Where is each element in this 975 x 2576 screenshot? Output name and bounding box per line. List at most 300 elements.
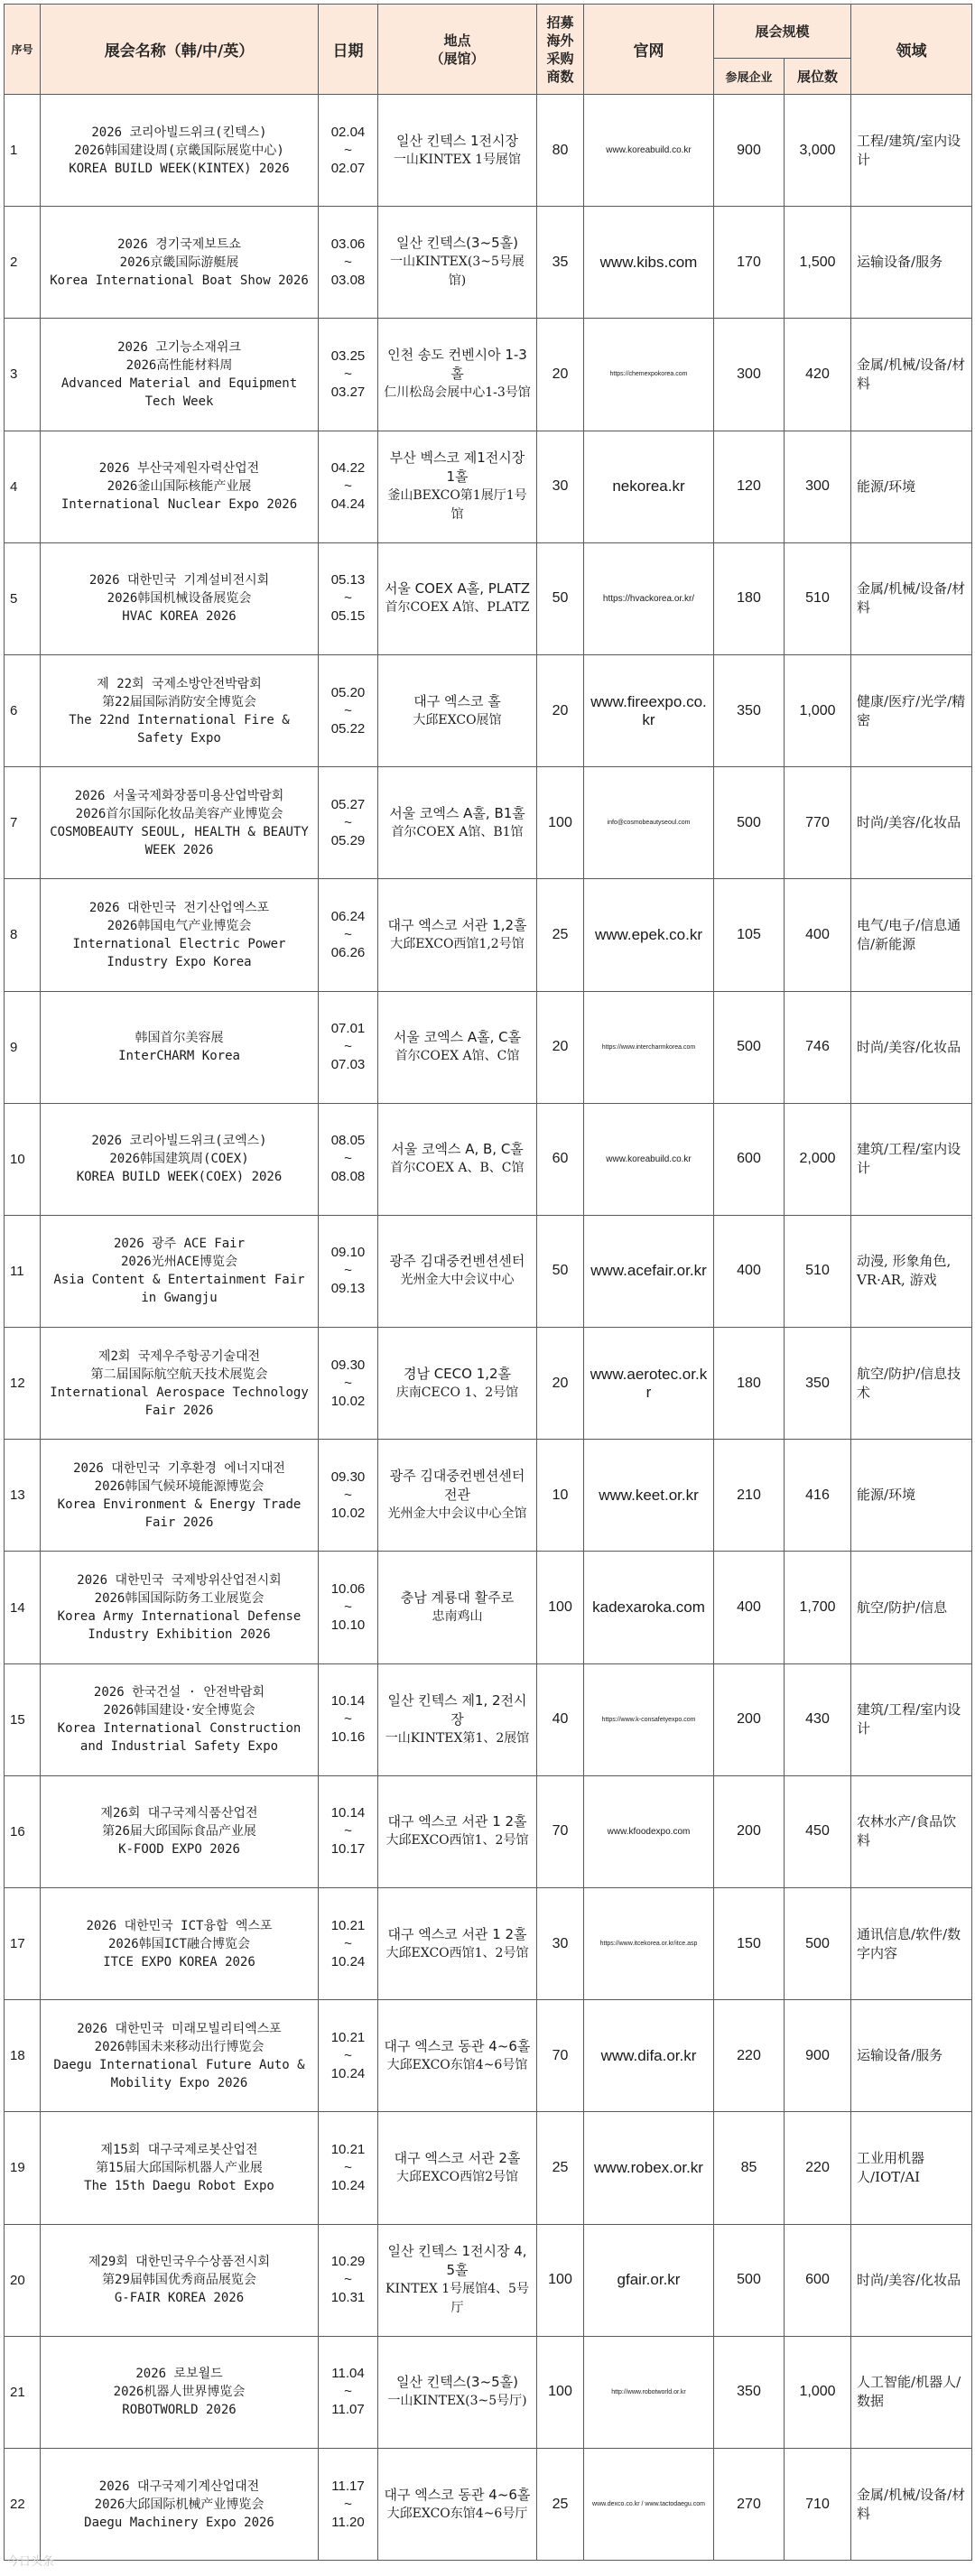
table-row: [5, 1328, 972, 1440]
overseas-buyers: 100: [537, 2224, 584, 2336]
expo-name-line: 韩国首尔美容展: [135, 1031, 224, 1046]
table-row: [5, 1215, 972, 1327]
expo-field: 时尚/美容/化妆品: [851, 767, 972, 879]
expo-name: [41, 95, 319, 207]
exhibitor-count: 900: [714, 95, 785, 207]
row-number: 4: [5, 431, 41, 542]
website-link[interactable]: https://chemexpokorea.com: [584, 319, 714, 431]
website-link[interactable]: www.koreabuild.co.kr: [584, 1103, 714, 1215]
expo-date: [319, 1215, 378, 1327]
expo-name-line: InterCHARM Korea: [118, 1049, 240, 1064]
website-link[interactable]: www.dexco.co.kr / www.tactodaegu.com: [584, 2448, 714, 2560]
table-row: [5, 654, 972, 766]
venue-chinese: 首尔COEX A馆、B1馆: [391, 824, 524, 839]
website-link[interactable]: https://www.itcekorea.or.kr/itce.asp: [584, 1888, 714, 2000]
row-number: 22: [5, 2448, 41, 2560]
date-end: 10.16: [330, 1729, 366, 1746]
date-end: 10.10: [330, 1617, 366, 1634]
website-link[interactable]: info@cosmobeautyseoul.com: [584, 767, 714, 879]
expo-date: [319, 207, 378, 319]
website-link[interactable]: www.koreabuild.co.kr: [584, 95, 714, 207]
expo-name-line: 第29届韩国优秀商品展览会: [102, 2273, 256, 2288]
overseas-buyers: 20: [537, 319, 584, 431]
date-separator: ~: [344, 2047, 352, 2063]
overseas-buyers: 20: [537, 1328, 584, 1440]
venue-chinese: 大邱EXCO西馆1,2号馆: [390, 936, 525, 951]
venue-chinese: 一山KINTEX(3~5号厅): [387, 2394, 527, 2409]
expo-date: [319, 2000, 378, 2112]
expo-name-line: 2026 부산국제원자력산업전: [98, 461, 260, 477]
expo-field: 电气/电子/信息通信/新能源: [851, 879, 972, 991]
venue-chinese: 大邱EXCO东馆4~6号厅: [386, 2506, 528, 2521]
expo-name-line: 제15회 대구국제로봇산업전: [100, 2142, 258, 2157]
website-link[interactable]: https://www.intercharmkorea.com: [584, 991, 714, 1103]
expo-name-line: 2026韩国建设周(京畿国际展览中心): [74, 143, 284, 158]
website-link[interactable]: nekorea.kr: [584, 431, 714, 542]
venue-chinese: 首尔COEX A、B、C馆: [390, 1161, 525, 1176]
table-row: [5, 95, 972, 207]
expo-name-line: 2026京畿国际游艇展: [119, 255, 239, 270]
booth-count: 430: [785, 1663, 851, 1775]
date-end: 02.07: [330, 160, 366, 176]
venue-korean: 대구 엑스코 서관 1 2홀: [387, 1925, 527, 1942]
date-separator: ~: [344, 1375, 352, 1391]
expo-field: 通讯信息/软件/数字内容: [851, 1888, 972, 2000]
overseas-buyers: 100: [537, 2336, 584, 2448]
expo-name-line: Daegu Machinery Expo 2026: [84, 2515, 274, 2530]
date-end: 11.07: [331, 2402, 365, 2418]
expo-venue: [378, 431, 537, 542]
expo-field: 建筑/工程/室内设计: [851, 1103, 972, 1215]
website-link[interactable]: www.epek.co.kr: [584, 879, 714, 991]
expo-date: [319, 1328, 378, 1440]
venue-chinese: 一山KINTEX(3~5号展馆): [390, 255, 525, 289]
expo-name-line: 2026 대한민국 미래모빌리티엑스포: [77, 2021, 282, 2036]
expo-venue: [378, 1103, 537, 1215]
date-start: 05.13: [330, 572, 366, 588]
row-number: 11: [5, 1215, 41, 1327]
expo-name-line: 2026韩国电气产业博览会: [107, 918, 252, 933]
venue-korean: 일산 킨텍스 제1, 2전시장: [387, 1691, 527, 1728]
row-number: 5: [5, 542, 41, 654]
expo-date: [319, 767, 378, 879]
expo-date: [319, 2224, 378, 2336]
exhibitor-count: 210: [714, 1440, 785, 1552]
date-start: 10.29: [330, 2254, 366, 2270]
booth-count: 400: [785, 879, 851, 991]
venue-korean: 인천 송도 컨벤시아 1-3홀: [387, 347, 527, 383]
header-scale: 展会规模: [714, 5, 851, 59]
venue-korean: 광주 김대중컨벤션센터: [389, 1253, 525, 1270]
date-end: 10.17: [330, 1841, 366, 1858]
date-start: 10.14: [330, 1805, 366, 1821]
booth-count: 600: [785, 2224, 851, 2336]
venue-korean: 충남 계룡대 활주로: [400, 1589, 515, 1607]
expo-name-line: KOREA BUILD WEEK(COEX) 2026: [76, 1170, 283, 1185]
expo-field: 能源/环境: [851, 1440, 972, 1552]
expo-name-line: 2026 코리아빌드위크(킨텍스): [91, 125, 267, 140]
date-separator: ~: [344, 142, 352, 158]
expo-name: [41, 991, 319, 1103]
venue-korean: 대구 엑스코 서관 1,2홀: [387, 916, 527, 933]
booth-count: 746: [785, 991, 851, 1103]
venue-korean: 광주 김대중컨벤션센터 전관: [389, 1468, 525, 1504]
table-row: [5, 207, 972, 319]
exhibitor-count: 180: [714, 542, 785, 654]
overseas-buyers: 35: [537, 207, 584, 319]
venue-korean: 서울 코엑스 A홀, C홀: [393, 1029, 522, 1046]
website-link[interactable]: https://hvackorea.or.kr/: [584, 542, 714, 654]
expo-field: 工业用机器人/IOT/AI: [851, 2112, 972, 2224]
website-link[interactable]: www.kfoodexpo.com: [584, 1775, 714, 1887]
expo-date: [319, 319, 378, 431]
date-separator: ~: [344, 1487, 352, 1503]
website-link[interactable]: www.acefair.or.kr: [584, 1215, 714, 1327]
date-end: 05.22: [330, 720, 366, 737]
row-number: 3: [5, 319, 41, 431]
website-link[interactable]: www.fireexpo.co.kr: [584, 654, 714, 766]
date-separator: ~: [344, 254, 352, 270]
date-separator: ~: [344, 1263, 352, 1279]
booth-count: 300: [785, 431, 851, 542]
table-row: [5, 1888, 972, 2000]
date-end: 09.13: [330, 1281, 366, 1297]
date-start: 03.25: [330, 347, 366, 364]
venue-chinese: 光州金大中会议中心全馆: [387, 1506, 527, 1522]
expo-field: 工程/建筑/室内设计: [851, 95, 972, 207]
row-number: 16: [5, 1775, 41, 1887]
venue-chinese: 庆南CECO 1、2号馆: [395, 1385, 519, 1400]
expo-name: [41, 2224, 319, 2336]
expo-name-line: 2026 대한민국 기후환경 에너지대전: [73, 1460, 285, 1476]
website-link[interactable]: www.aerotec.or.kr: [584, 1328, 714, 1440]
expo-venue: [378, 319, 537, 431]
booth-count: 1,500: [785, 207, 851, 319]
expo-name-line: 2026大邱国际机械产业博览会: [94, 2497, 265, 2512]
header-buyers-line: 海外: [546, 32, 574, 49]
expo-date: [319, 1888, 378, 2000]
exhibitor-count: 500: [714, 767, 785, 879]
row-number: 12: [5, 1328, 41, 1440]
date-separator: ~: [344, 1039, 352, 1055]
table-row: [5, 2224, 972, 2336]
date-start: 10.21: [330, 2029, 366, 2045]
booth-count: 500: [785, 1888, 851, 2000]
date-separator: ~: [344, 1935, 352, 1951]
expo-date: [319, 2112, 378, 2224]
expo-date: [319, 879, 378, 991]
website-link[interactable]: www.kibs.com: [584, 207, 714, 319]
booth-count: 900: [785, 2000, 851, 2112]
venue-korean: 서울 코엑스 A, B, C홀: [391, 1141, 524, 1158]
expo-name: [41, 431, 319, 542]
exhibitor-count: 270: [714, 2448, 785, 2560]
expo-field: 金属/机械/设备/材料: [851, 542, 972, 654]
expo-field: 动漫, 形象角色, VR·AR, 游戏: [851, 1215, 972, 1327]
date-end: 10.31: [330, 2290, 366, 2306]
expo-field: 时尚/美容/化妆品: [851, 2224, 972, 2336]
expo-name-line: Korea Environment & Energy Trade Fair 2026: [57, 1496, 302, 1530]
expo-venue: [378, 2336, 537, 2448]
venue-chinese: 首尔COEX A馆、PLATZ: [385, 600, 530, 616]
date-separator: ~: [344, 478, 352, 495]
expo-name-line: ROBOTWORLD 2026: [122, 2403, 237, 2418]
overseas-buyers: 50: [537, 1215, 584, 1327]
website-link[interactable]: www.keet.or.kr: [584, 1440, 714, 1552]
expo-name-line: 2026 코리아빌드위크(코엑스): [91, 1134, 267, 1149]
venue-korean: 부산 벡스코 제1전시장 1홀: [389, 449, 525, 486]
table-row: [5, 1663, 972, 1775]
date-separator: ~: [344, 814, 352, 830]
venue-korean: 서울 COEX A홀, PLATZ: [384, 580, 531, 598]
expo-name-line: Advanced Material and Equipment Tech Week: [60, 375, 298, 409]
table-header: [5, 5, 972, 95]
expo-field: 运输设备/服务: [851, 2000, 972, 2112]
expo-field: 农林水产/食品饮料: [851, 1775, 972, 1887]
expo-name: [41, 2000, 319, 2112]
date-start: 09.10: [330, 1245, 366, 1261]
expo-name-line: Korea International Construction and Industrial Safety Expo: [57, 1721, 302, 1755]
venue-korean: 일산 킨텍스 1전시장: [395, 132, 518, 149]
expo-name-line: 2026韩国建设·安全博览会: [103, 1703, 255, 1719]
expo-name: [41, 1775, 319, 1887]
expo-venue: [378, 991, 537, 1103]
overseas-buyers: 20: [537, 654, 584, 766]
header-venue-line: （展馆）: [430, 50, 485, 67]
expo-name: [41, 1103, 319, 1215]
header-booths: 展位数: [785, 59, 851, 95]
expo-date: [319, 1440, 378, 1552]
table-row: [5, 2448, 972, 2560]
date-end: 10.02: [330, 1505, 366, 1521]
expo-name-line: K-FOOD EXPO 2026: [118, 1842, 240, 1858]
booth-count: 710: [785, 2448, 851, 2560]
date-separator: ~: [344, 1599, 352, 1616]
website-link[interactable]: gfair.or.kr: [584, 2224, 714, 2336]
date-start: 02.04: [330, 124, 366, 140]
date-start: 11.17: [331, 2478, 365, 2494]
date-separator: ~: [344, 926, 352, 942]
expo-venue: [378, 767, 537, 879]
expo-field: 金属/机械/设备/材料: [851, 319, 972, 431]
table-row: [5, 2336, 972, 2448]
header-exhibitors: 参展企业: [714, 59, 785, 95]
expo-date: [319, 654, 378, 766]
table-row: [5, 1103, 972, 1215]
expo-name-line: 2026 대한민국 기계설비전시회: [88, 573, 270, 588]
expo-venue: [378, 654, 537, 766]
date-separator: ~: [344, 2496, 352, 2512]
date-start: 09.30: [330, 1469, 366, 1485]
date-separator: ~: [344, 2384, 352, 2400]
header-website: 官网: [584, 5, 714, 95]
date-end: 10.24: [330, 2177, 366, 2193]
row-number: 1: [5, 95, 41, 207]
overseas-buyers: 25: [537, 2448, 584, 2560]
expo-name-line: 2026高性能材料周: [125, 357, 233, 373]
expo-name-line: 第26届大邱国际食品产业展: [102, 1824, 256, 1839]
expo-name-line: 제2회 국제우주항공기술대전: [98, 1348, 261, 1364]
expo-name-line: 제 22회 국제소방안전박람회: [97, 676, 262, 691]
expo-name: [41, 1663, 319, 1775]
expo-name: [41, 1552, 319, 1663]
expo-name: [41, 1888, 319, 2000]
table-body: [5, 95, 972, 2561]
expo-date: [319, 1103, 378, 1215]
venue-chinese: 光州金大中会议中心: [400, 1273, 515, 1288]
row-number: 21: [5, 2336, 41, 2448]
header-buyers-line: 采购: [546, 50, 574, 67]
expo-name-line: 2026 대한민국 국제방위산업전시회: [77, 1573, 282, 1589]
row-number: 14: [5, 1552, 41, 1663]
expo-name: [41, 2112, 319, 2224]
exhibitor-count: 400: [714, 1552, 785, 1663]
expo-venue: [378, 1552, 537, 1663]
header-date: 日期: [319, 5, 378, 95]
expo-venue: [378, 2000, 537, 2112]
booth-count: 1,000: [785, 2336, 851, 2448]
exhibitor-count: 350: [714, 2336, 785, 2448]
expo-name-line: 第22届国际消防安全博览会: [102, 694, 256, 709]
row-number: 19: [5, 2112, 41, 2224]
expo-name-line: International Nuclear Expo 2026: [60, 497, 298, 513]
website-link[interactable]: https://www.k-consafetyexpo.com: [584, 1663, 714, 1775]
date-end: 06.26: [330, 944, 366, 960]
date-start: 08.05: [330, 1133, 366, 1149]
overseas-buyers: 25: [537, 2112, 584, 2224]
booth-count: 770: [785, 767, 851, 879]
exhibitor-count: 350: [714, 654, 785, 766]
expo-name: [41, 319, 319, 431]
expo-name-line: 2026首尔国际化妆品美容产业博览会: [75, 806, 283, 821]
date-separator: ~: [344, 2159, 352, 2175]
expo-name-line: Asia Content & Entertainment Fair in Gwangju: [53, 1273, 305, 1306]
expo-name-line: G-FAIR KOREA 2026: [114, 2291, 245, 2306]
table-row: [5, 431, 972, 542]
expo-venue: [378, 879, 537, 991]
booth-count: 2,000: [785, 1103, 851, 1215]
expo-field: 运输设备/服务: [851, 207, 972, 319]
row-number: 10: [5, 1103, 41, 1215]
expo-name: [41, 542, 319, 654]
expo-name-line: International Electric Power Industry Expo Korea: [72, 936, 286, 969]
date-separator: ~: [344, 590, 352, 607]
exhibitor-count: 220: [714, 2000, 785, 2112]
expo-name-line: 第15届大邱国际机器人产业展: [96, 2160, 263, 2175]
expo-venue: [378, 1440, 537, 1552]
expo-name-line: 2026 서울국제화장품미용산업박람회: [74, 788, 284, 803]
table-row: [5, 319, 972, 431]
expo-name-line: Korea Army International Defense Industry Exhibition 2026: [57, 1609, 302, 1643]
expo-venue: [378, 1663, 537, 1775]
venue-korean: 대구 엑스코 서관 2홀: [394, 2149, 521, 2166]
date-separator: ~: [344, 702, 352, 718]
date-separator: ~: [344, 2272, 352, 2288]
booth-count: 420: [785, 319, 851, 431]
venue-korean: 일산 킨텍스(3~5홀): [395, 2374, 519, 2391]
venue-korean: 대구 엑스코 동관 4~6홀: [384, 2486, 531, 2503]
date-end: 05.29: [330, 832, 366, 848]
expo-name-line: International Aerospace Technology Fair 2026: [50, 1385, 309, 1418]
expo-date: [319, 991, 378, 1103]
venue-korean: 일산 킨텍스 1전시장 4, 5홀: [387, 2243, 527, 2279]
expo-name-line: ITCE EXPO KOREA 2026: [103, 1954, 255, 1969]
website-link[interactable]: kadexaroka.com: [584, 1552, 714, 1663]
expo-field: 健康/医疗/光学/精密: [851, 654, 972, 766]
overseas-buyers: 40: [537, 1663, 584, 1775]
date-start: 04.22: [330, 460, 366, 477]
row-number: 2: [5, 207, 41, 319]
expo-name: [41, 1215, 319, 1327]
website-link[interactable]: www.robex.or.kr: [584, 2112, 714, 2224]
overseas-buyers: 25: [537, 879, 584, 991]
date-start: 07.01: [330, 1021, 366, 1037]
expo-name-line: 2026 대구국제기계산업대전: [98, 2479, 260, 2494]
expo-name-line: 2026 대한민국 ICT융합 엑스포: [86, 1918, 273, 1933]
expo-field: 建筑/工程/室内设计: [851, 1663, 972, 1775]
expo-name-line: KOREA BUILD WEEK(KINTEX) 2026: [69, 161, 290, 176]
date-end: 10.24: [330, 1953, 366, 1969]
overseas-buyers: 20: [537, 991, 584, 1103]
website-link[interactable]: www.difa.or.kr: [584, 2000, 714, 2112]
expo-venue: [378, 1775, 537, 1887]
row-number: 20: [5, 2224, 41, 2336]
booth-count: 1,700: [785, 1552, 851, 1663]
overseas-buyers: 100: [537, 1552, 584, 1663]
exhibitor-count: 200: [714, 1663, 785, 1775]
expo-name: [41, 2336, 319, 2448]
expo-name: [41, 1328, 319, 1440]
venue-chinese: 釜山BEXCO第1展厅1号馆: [387, 488, 527, 523]
header-field: 领域: [851, 5, 972, 95]
expo-venue: [378, 207, 537, 319]
row-number: 9: [5, 991, 41, 1103]
website-link[interactable]: http://www.robotworld.or.kr: [584, 2336, 714, 2448]
booth-count: 1,000: [785, 654, 851, 766]
expo-date: [319, 2336, 378, 2448]
venue-chinese: 大邱EXCO东馆4~6号馆: [386, 2057, 528, 2072]
expo-venue: [378, 95, 537, 207]
venue-korean: 일산 킨텍스(3~5홀): [395, 235, 519, 252]
expo-date: [319, 1663, 378, 1775]
expo-date: [319, 431, 378, 542]
header-buyers: [537, 5, 584, 95]
expo-venue: [378, 2448, 537, 2560]
header-buyers-line: 招募: [546, 14, 574, 31]
overseas-buyers: 30: [537, 1888, 584, 2000]
booth-count: 220: [785, 2112, 851, 2224]
venue-chinese: 大邱EXCO西馆1、2号馆: [385, 1945, 529, 1960]
expo-name-line: 2026釜山国际核能产业展: [107, 479, 252, 495]
venue-korean: 대구 엑스코 홀: [413, 692, 501, 709]
expo-name-line: 제26회 대구국제식품산업전: [100, 1806, 258, 1821]
date-start: 05.27: [330, 796, 366, 812]
date-start: 05.20: [330, 684, 366, 700]
date-end: 08.08: [330, 1169, 366, 1185]
row-number: 17: [5, 1888, 41, 2000]
expo-name-line: 2026韩国ICT融合博览会: [107, 1936, 250, 1951]
exhibitor-count: 105: [714, 879, 785, 991]
exhibitor-count: 600: [714, 1103, 785, 1215]
date-start: 11.04: [331, 2366, 365, 2382]
table-row: [5, 2112, 972, 2224]
venue-chinese: 一山KINTEX 1号展馆: [393, 152, 522, 167]
overseas-buyers: 10: [537, 1440, 584, 1552]
expo-venue: [378, 542, 537, 654]
exhibitor-count: 500: [714, 991, 785, 1103]
expo-name: [41, 879, 319, 991]
table-row: [5, 1440, 972, 1552]
